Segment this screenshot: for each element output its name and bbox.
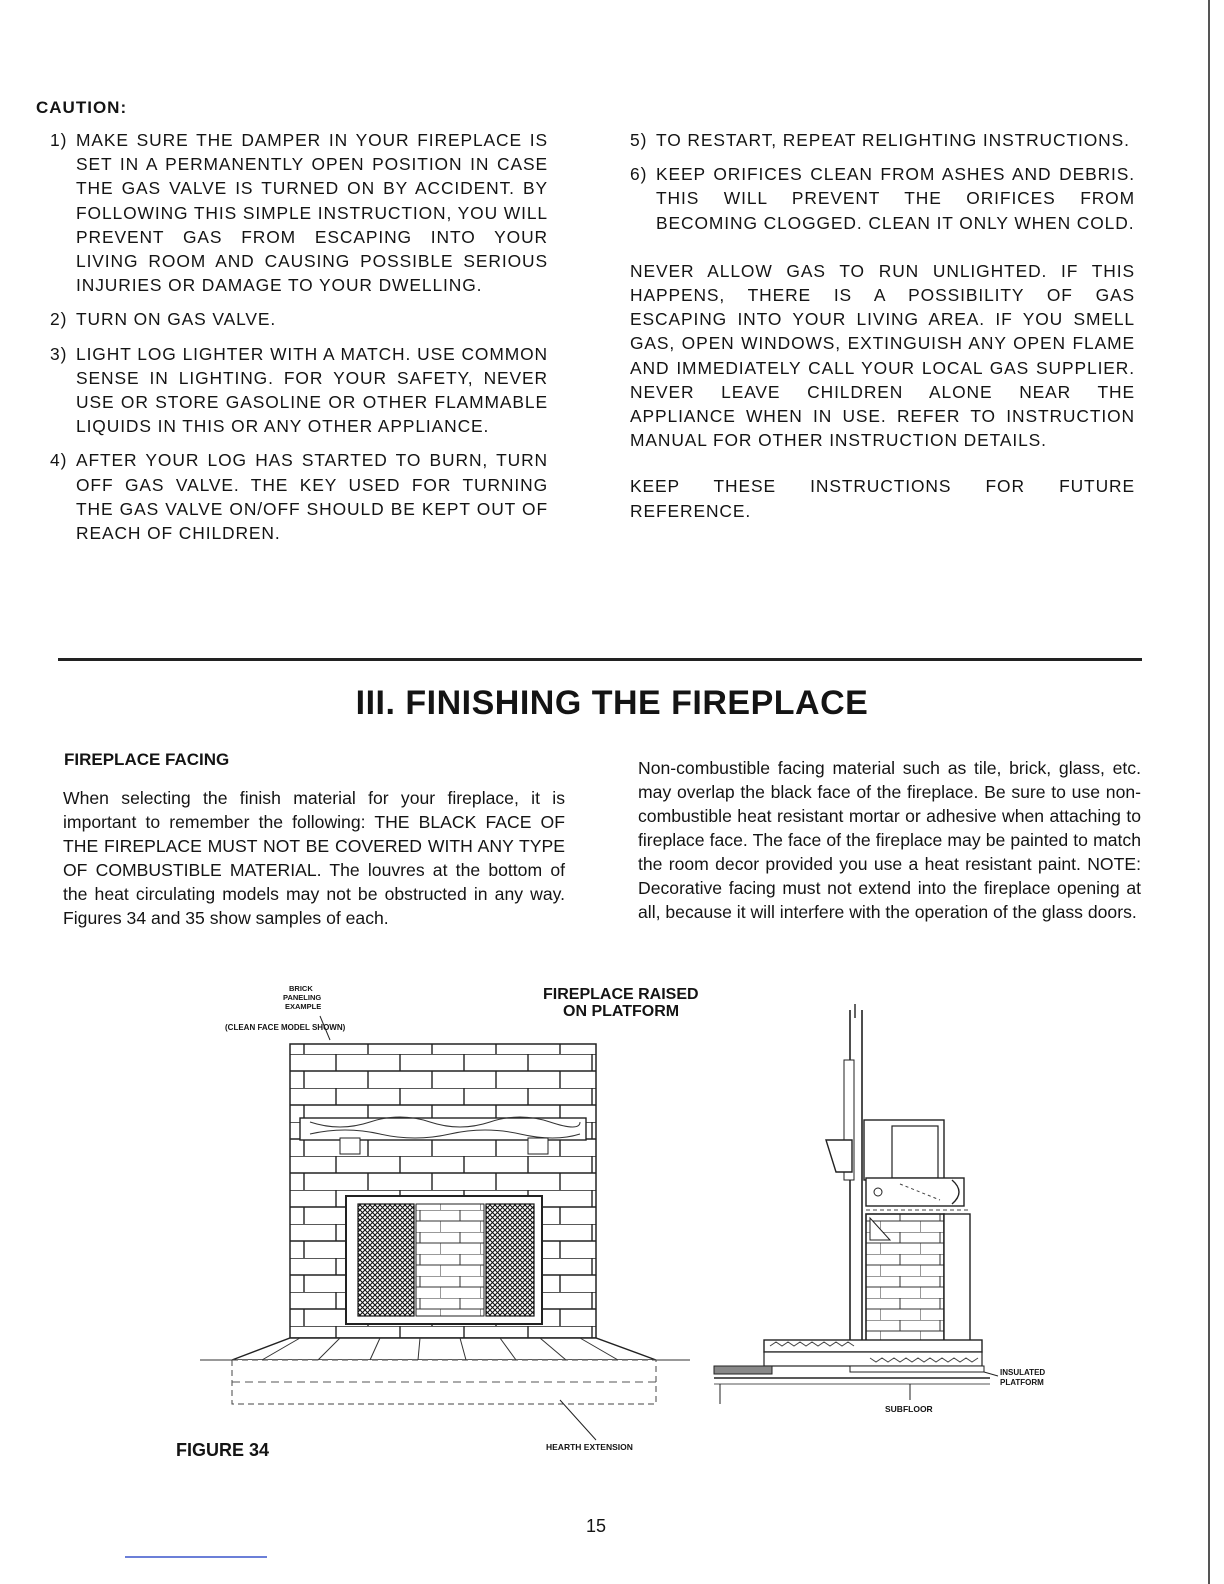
caution-heading: CAUTION: [36,98,128,117]
model-shown-label: (CLEAN FACE MODEL SHOWN) [225,1023,346,1032]
gas-warning-paragraph: NEVER ALLOW GAS TO RUN UNLIGHTED. IF THIS HAPPENS, THERE IS A POSSIBILITY OF GAS ESCAPING INTO YOUR LIVING AREA. IF YOU SMELL GAS, OPEN WINDOWS, EXTINGUISH ANY OPEN FLAME AND IMMEDIATELY CALL YOUR LOCAL GAS SUPPLIER. NEVER LEAVE CHILDREN ALONE NEAR THE APPLIANCE WHEN IN USE. REFER TO INSTRUCTION MANUAL FOR OTHER INSTRUCTION DETAILS. [630,260,1135,451]
item-text: KEEP ORIFICES CLEAN FROM ASHES AND DEBRIS. THIS WILL PREVENT THE ORIFICES FROM BECOMING CLOGGED. CLEAN IT ONLY WHEN COLD. [656,164,1135,233]
brick-label-line2: PANELING [283,993,322,1002]
item-text: TO RESTART, REPEAT RELIGHTING INSTRUCTIONS. [656,130,1130,150]
scan-mark [125,1556,267,1558]
item-number: 2) [50,309,68,330]
item-text: TURN ON GAS VALVE. [76,309,277,330]
brick-wall-front-view [200,1044,690,1404]
item-number: 3) [50,343,68,364]
insulated-label-line1: INSULATED [1000,1368,1046,1377]
raised-label-line1: FIREPLACE RAISED [543,986,699,1003]
keep-instructions-paragraph: KEEP THESE INSTRUCTIONS FOR FUTURE REFERENCE. [630,476,1135,521]
facing-paragraph-left: When selecting the finish material for your fireplace, it is important to remember the following: THE BLACK FACE OF THE FIREPLACE MUST NOT BE COVERED WITH ANY TYPE OF COMBUSTIBLE MATERIAL. The louvres at the bottom of the heat circulating models may not be obstructed in any way. Figures 34 and 35 show samples of each. [63,788,565,928]
item-number: 4) [50,450,68,471]
insulated-label-line2: PLATFORM [1000,1378,1044,1387]
brick-label-line1: BRICK [289,984,313,993]
item-number: 5) [630,130,648,150]
item-text: LIGHT LOG LIGHTER WITH A MATCH. USE COMMON SENSE IN LIGHTING. FOR YOUR SAFETY, NEVER USE OR STORE GASOLINE OR OTHER FLAMMABLE LIQUIDS IN THIS OR ANY OTHER APPLIANCE. [76,343,548,437]
section-title: III. FINISHING THE FIREPLACE [355,684,869,722]
page-number: 15 [586,1516,607,1536]
facing-paragraph-right: Non-combustible facing material such as tile, brick, glass, etc. may overlap the black face of the fireplace. Be sure to use non-combustible heat resistant mortar or adhesive when attaching to fireplace face. The face of the fireplace may be painted to match the room decor provided you use a heat resistant paint. NOTE: Decorative facing must not extend into the fireplace opening at all, because it will interfere with the operation of the glass doors. [638,758,1141,922]
item-text: AFTER YOUR LOG HAS STARTED TO BURN, TURN OFF GAS VALVE. THE KEY USED FOR TURNING THE GAS VALVE ON/OFF SHOULD BE KEPT OUT OF REACH OF CHILDREN. [76,450,548,544]
figure-caption: FIGURE 34 [176,1440,270,1460]
hearth-extension-label: HEARTH EXTENSION [546,1442,633,1452]
item-number: 6) [630,164,648,185]
item-number: 1) [50,130,68,150]
raised-label-line2: ON PLATFORM [563,1003,680,1020]
brick-label-line3: EXAMPLE [285,1002,322,1011]
item-text: MAKE SURE THE DAMPER IN YOUR FIREPLACE IS SET IN A PERMANENTLY OPEN POSITION IN CASE THE GAS VALVE IS TURNED ON BY ACCIDENT. BY FOLLOWING THIS SIMPLE INSTRUCTION, YOU WILL PREVENT GAS FROM ESCAPING INTO YOUR LIVING ROOM AND CAUSING POSSIBLE SERIOUS INJURIES OR DAMAGE TO YOUR DWELLING. [76,130,548,296]
subfloor-label: SUBFLOOR [885,1404,933,1414]
subheading: FIREPLACE FACING [64,750,230,769]
raised-platform-side-view [714,1004,998,1404]
